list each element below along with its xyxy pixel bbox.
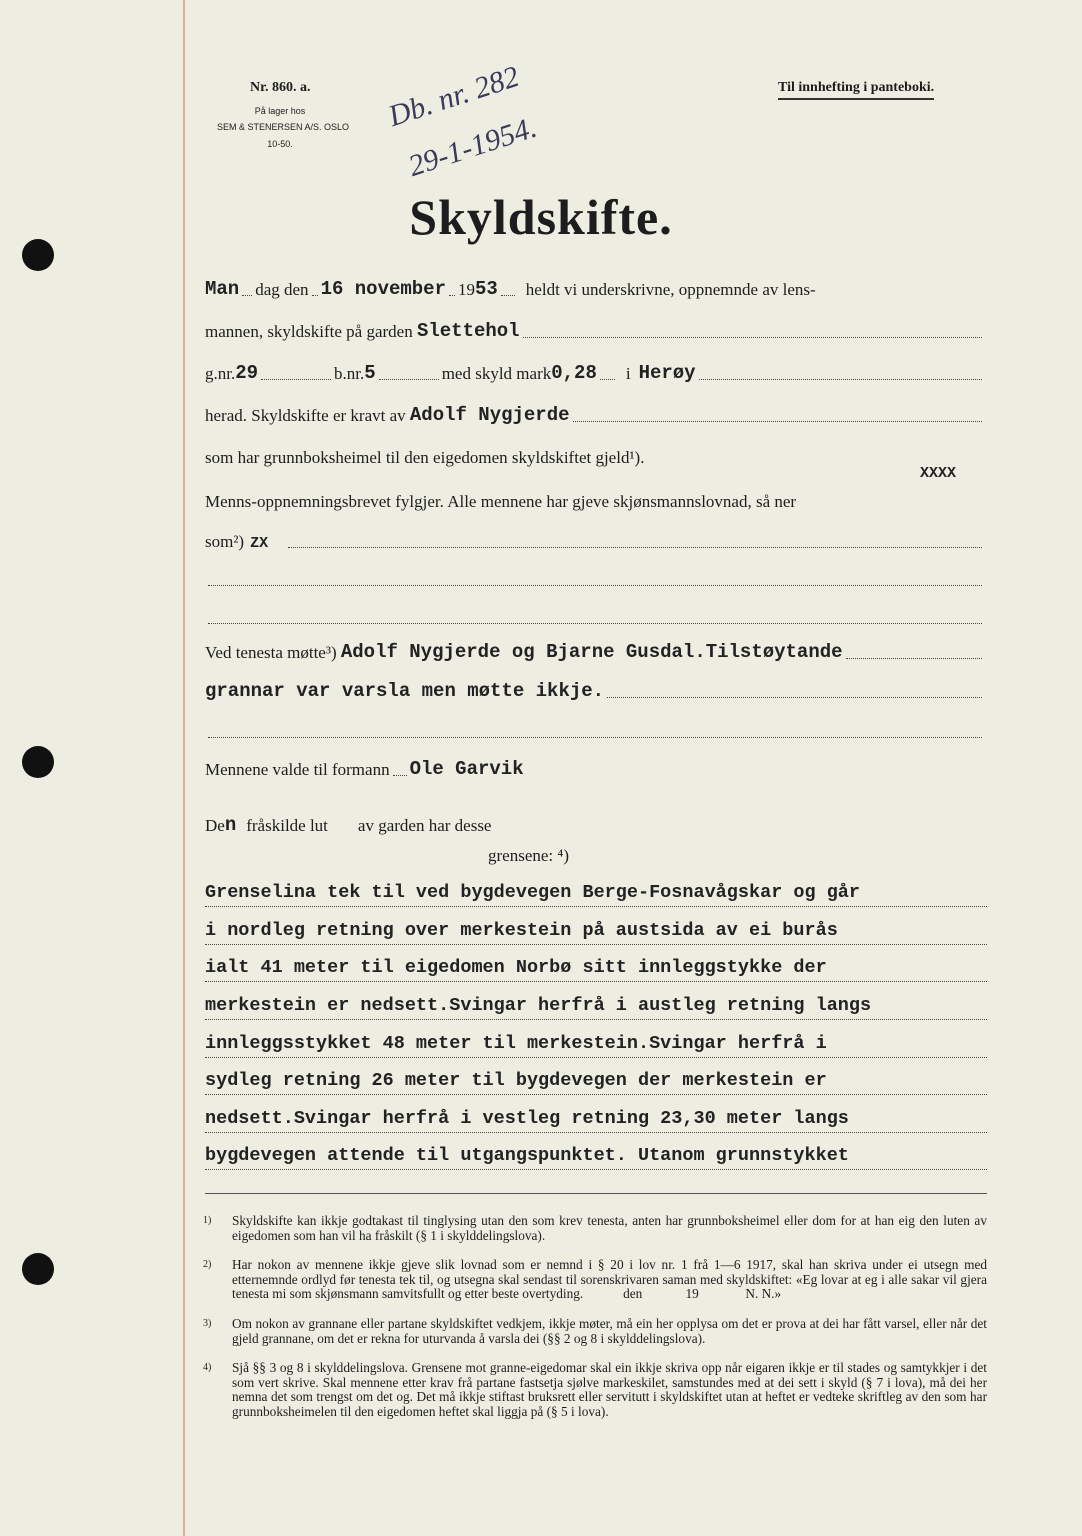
footnote-3: 3) Om nokon av grannane eller partane skyldskiftet vedkjem, ikkje møter, må ein her opplysa om det er prova at dei har fått varsel, eller når det gjeld grannane, om det er rekna for uturvanda å varsla dei (§§ 2 og 8 i skylddelingslova). [203,1316,987,1346]
blank-line [205,602,985,628]
form-line-som: som²) ZX [205,526,985,552]
footnote-divider [205,1193,987,1194]
form-line-property: g.nr. 29 b.nr. 5 med skyld mark 0,28 i Herøy [205,358,985,384]
strike-mark: XXXX [920,465,957,482]
footnote-4: 4) Sjå §§ 3 og 8 i skylddelingslova. Grensene mot granne-eigedomar skal ein ikkje skriva opp når eigaren ikkje er til stades og samtykkjer i det som vert skrive. Skal mennene etter krav frå partane fastsetja sjølve markeskilet, samstundes med at dei sett i skyld (§ 7 i lova), må dei her nemna det som trengst om det og. Det må ikkje stiftast bruksrett eller servitutt i skyldskiftet utan at heftet er vedteke skriftleg av den som har grunnboksheimelen til den eigedomen heftet skal liggja på (§ 5 i lova). [203,1360,987,1420]
boundaries-label: grensene: ⁴) [488,846,569,865]
form-line-attended-2: grannar var varsla men møtte ikkje. [205,676,985,702]
document-title: Skyldskifte. [409,189,673,245]
form-line-chair: Mennene valde til formann Ole Garvik [205,758,524,780]
boundary-line: Grenselina tek til ved bygdevegen Berge-Fosnavågskar og går [205,880,987,907]
form-line-title-holder: som har grunnboksheimel til den eigedomen skyldskiftet gjeld¹). [205,448,645,467]
printer-line: SEM & STENERSEN A/S. OSLO [216,122,350,132]
handwritten-date: 29-1-1954. [404,110,541,184]
boundary-line: innleggsstykket 48 meter til merkestein.Svingar herfrå i [205,1031,987,1058]
form-line-date: Man dag den 16 november 19 53 heldt vi underskrivne, oppnemnde av lens- [205,278,816,300]
form-line-lot: De n fråskilde lut av garden har desse [205,814,492,836]
punch-hole [22,1253,54,1285]
printer-line: 10-50. [267,139,293,149]
boundary-line: sydleg retning 26 meter til bygdevegen der merkestein er [205,1068,987,1095]
blank-line [205,564,985,590]
form-line-appointment: Menns-oppnemningsbrevet fylgjer. Alle mennene har gjeve skjønsmannslovnad, så ner XXXX [205,465,957,511]
form-number: Nr. 860. a. [250,80,311,95]
form-line-farm: mannen, skyldskifte på garden Slettehol [205,316,985,342]
boundary-line: ialt 41 meter til eigedomen Norbø sitt innleggstykke der [205,955,987,982]
boundary-line: i nordleg retning over merkestein på austsida av ei burås [205,918,987,945]
handwritten-reference: Db. nr. 282 [384,59,524,134]
filing-note: Til innhefting i panteboki. [778,80,934,100]
printer-line: På lager hos [254,106,306,116]
form-line-attended: Ved tenesta møtte³) Adolf Nygjerde og Bjarne Gusdal.Tilstøytande [205,637,985,663]
footnote-2: 2) Har nokon av mennene ikkje gjeve slik lovnad som er nemnd i § 20 i lov nr. 1 frå 1—6 1917, skal han skriva under ei utsegn med etternemnde ordlyd før tenesta tek til, og utsegna skal sendast til sorenskrivaren saman med skyldskiftet: «Eg lovar at eg i alle sakar vil gjera tenesta mi som skjønsmann samvitsfullt og etter beste overtyding. den 19 N. N.» [203,1257,991,1302]
boundary-line: nedsett.Svingar herfrå i vestleg retning 23,30 meter langs [205,1106,987,1133]
boundary-line: bygdevegen attende til utgangspunktet. Utanom grunnstykket [205,1143,987,1170]
punch-hole [22,746,54,778]
boundary-line: merkestein er nedsett.Svingar herfrå i austleg retning langs [205,993,987,1020]
blank-line [205,716,985,742]
footnote-1: 1) Skyldskifte kan ikkje godtakast til tinglysing utan den som krev tenesta, anten har grunnboksheimel eller dom for at han eig den luten av eigedomen som han vil ha fråskilt (§ 1 i skylddelingslova). [203,1213,987,1243]
strike-mark: ZX [250,535,269,552]
form-line-requester: herad. Skyldskifte er kravt av Adolf Nygjerde [205,400,985,426]
